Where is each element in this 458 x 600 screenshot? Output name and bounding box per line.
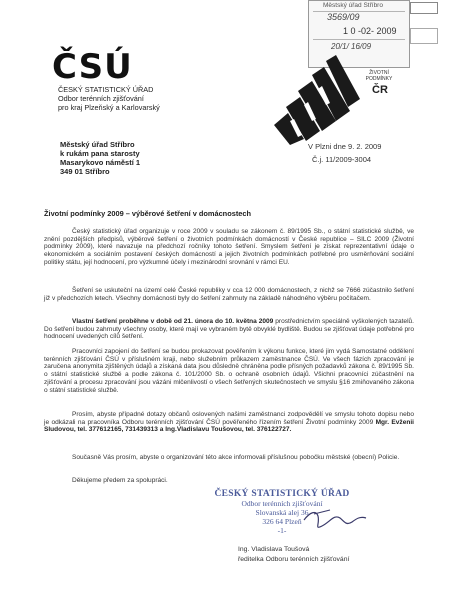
stripes-logo-graphic [268, 55, 388, 145]
paragraph-5-text: Prosím, abyste případné dotazy občanů oslovených našimi zaměstnanci zodpovědělí ve smyslu tohoto dopisu nebo je odkázali na pracovníka Odboru terénních zjišťování ČSÚ pověřeného řízením šetření Životní podmínky 2009 [44, 411, 414, 426]
office-line: Odbor terénních zjišťování [58, 94, 144, 103]
official-stamp-mark: -1- [277, 526, 287, 535]
stamp-number: 3569/09 [327, 12, 360, 22]
paragraph-6: Současně Vás prosím, abyste o organizování této akce informovali příslušnou pobočku městské (obecní) Policie. [72, 454, 400, 461]
addressee-line: 349 01 Stříbro [60, 167, 110, 176]
date-line: V Plzni dne 9. 2. 2009 [308, 142, 382, 151]
addressee-line: Městský úřad Stříbro [60, 140, 135, 149]
official-stamp-line: 326 64 Plzeň [262, 517, 302, 526]
paragraph-3-highlight: Vlastní šetření proběhne v době od 21. února do 10. května 2009 [72, 318, 274, 325]
paragraph-3 [44, 318, 414, 341]
addressee-line: Masarykovo náměstí 1 [60, 158, 141, 167]
corner-box [410, 28, 438, 44]
handwritten-signature [300, 506, 370, 534]
signer-role: ředitelka Odboru terénních zjišťování [238, 556, 350, 563]
stamp-divider [313, 39, 405, 40]
letter-subject: Životní podmínky 2009 – výběrové šetření v domácnostech [44, 209, 252, 218]
paragraph-5-contacts: Mgr. Evženii Sludovou, tel. 377612165, 731439313 a Ing.Vladislavu Toušovou, tel. 376122727. [44, 418, 414, 434]
paragraph-1: Český statistický úřad organizuje v roce 2009 v souladu se zákonem č. 89/1995 Sb., o státní statistické službě, ve znění pozdějších předpisů, výběrové šetření o životních podmínkách domácností v České republice – SILC 2009 (Životní podmínky 2009), které navazuje na předchozí ročníky tohoto šetření. Smyslem šetření je získat reprezentativní údaje o ekonomickém a sociálním postavení českých domácností a jejich životních podmínkách potřebné pro usměrňování sociální politiky státu, její hodnocení, pro výzkumné účely i mezinárodní srovnání v rámci EU. [44, 228, 414, 266]
stamp-date: 1 0 -02- 2009 [343, 26, 397, 36]
paragraph-3-text: prostřednictvím speciálně vyškolených tazatelů. Do šetření budou zahrnuty všechny osoby, které mají ve vybraném bytě obvyklé bydliště. Budou se zjišťovat údaje potřebné pro hodnocení uvedených cílů šetření. [44, 318, 414, 341]
official-stamp-title: ČESKÝ STATISTICKÝ ÚŘAD [214, 489, 350, 499]
official-stamp-line: Slovanská alej 36 [255, 508, 309, 517]
paragraph-2: Šetření se uskuteční na území celé České republiky v cca 12 000 domácnostech, z nichž se 7666 zúčastnilo šetření již v předchozích letech. Všechny domácnosti byly do šetření zahrnuty na základě náhodného výběru počítačem. [44, 287, 414, 302]
badge-country: ČR [372, 84, 388, 96]
addressee-line: k rukám pana starosty [60, 149, 140, 158]
office-line: ČESKÝ STATISTICKÝ ÚŘAD [58, 85, 154, 94]
stamp-handwritten: 20/1/ 16/09 [331, 42, 372, 51]
corner-box [410, 2, 438, 14]
addressee-block [60, 140, 140, 176]
paragraph-4: Pracovníci zapojení do šetření se budou prokazovat pověřením k výkonu funkce, které jim vydá Samostatné oddělení terénních zjišťování ČSÚ v příslušném kraji, nebo služebním průkazem zaměstnance ČSÚ. Ve všech fázích zpracování je zaručena anonymita zjištěných údajů a získaná data jsou důsledně chráněna podle přísných požadavků zákona č. 89/1995 Sb. o státní statistické službě a podle zákona č. 101/2000 Sb. o ochraně osobních údajů. Všichni pracovníci zúčastnění na zjišťování a procesu zpracování jsou vázáni mlčenlivostí o všech šetřených skutečnostech ve smyslu §16 zmiňovaného zákona o státní statistické službě. [44, 348, 414, 394]
paragraph-5 [44, 411, 414, 434]
reference-number: Č.j. 11/2009-3004 [312, 155, 372, 164]
stamp-caption: Městský úřad Stříbro [323, 2, 383, 9]
office-line: pro kraj Plzeňský a Karlovarský [58, 103, 160, 112]
official-stamp-line: Odbor terénních zjišťování [241, 499, 323, 508]
badge-small-text: ŽIVOTNÍ PODMÍNKY [365, 70, 393, 82]
paragraph-7: Děkujeme předem za spolupráci. [72, 477, 168, 484]
csu-logo: ČSÚ [52, 47, 133, 87]
signer-name: Ing. Vladislava Toušová [238, 546, 310, 553]
